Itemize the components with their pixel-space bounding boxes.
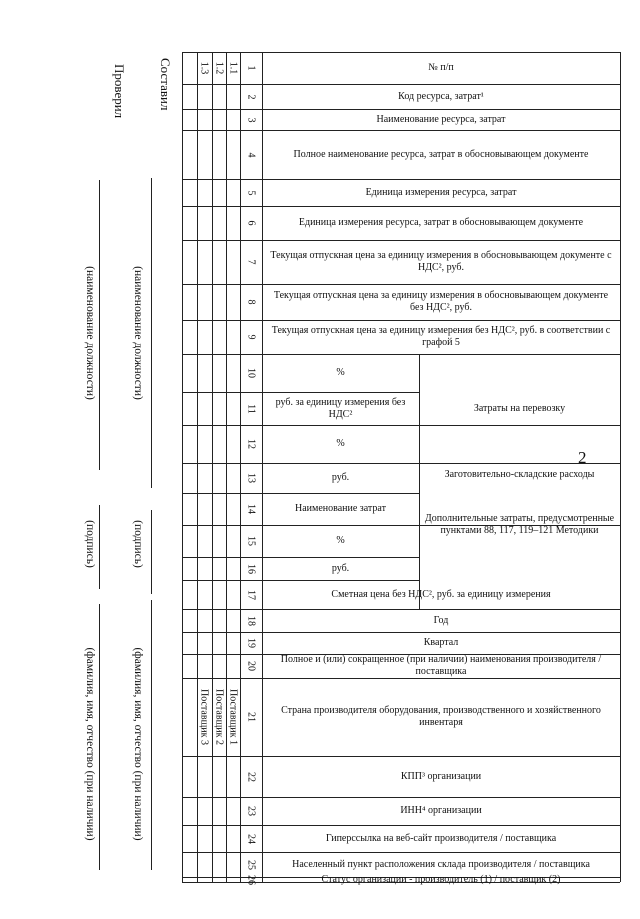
group-storage: Заготовительно-складские расходы — [444, 469, 595, 480]
table-grid-column-line — [197, 52, 198, 882]
column-header-17: Сметная цена без НДС², руб. за единицу измерения — [331, 588, 551, 600]
column-header-11: руб. за единицу измерения без НДС² — [275, 396, 406, 420]
column-header-22: КПП³ организации — [400, 770, 482, 782]
column-header-16: руб. — [331, 562, 350, 574]
checked-name-line — [99, 604, 100, 870]
checked-signature-line — [99, 505, 100, 589]
column-header-14: Наименование затрат — [295, 503, 386, 514]
table-border-right — [620, 52, 621, 882]
group-transport: Затраты на перевозку — [473, 402, 566, 414]
column-header-24: Гиперссылка на веб-сайт производителя / поставщика — [325, 832, 557, 844]
column-header-8: Текущая отпускная цена за единицу измерения в обосновывающем документе без НДС², руб. — [273, 290, 609, 313]
form-table: 1 № п/п 2 Код ресурса, затрат¹ 3 Наименование ресурса, затрат 4 Полное наименование ресурса, затрат в обосновывающем документе 5 Единица измерения ресурса, затрат 6 Единица измерения ресурса, затрат в обосновывающем документе 7 Текущая отпускная цена за единицу измерения в обосновывающем документе с НДС², руб. 8 Текущая отпускная цена за единицу измерения в обосновывающем документе без НДС², руб. 9 Текущая отпускная цена за единицу измерения без НДС², руб. в соответствии с графой 5 10 % 11 руб. за единицу измерения без НДС² 12 % 13 руб. 14 Наименование затрат 15 % 16 руб. 17 Сметная цена без НДС², руб. за единицу измерения 18 Год 19 Квартал 20 Полное и (или) сокращенное (при наличии) наименования производителя / поставщика 21 Страна производителя оборудования, производственного и хозяйственного инвентаря 22 КПП³ организации 23 ИНН⁴ организации 24 Гиперссылка на веб-сайт производителя / поставщика 25 Населенный пункт расположения склада производителя / поставщика 26 Статус организации - производитель (1) / поставщик (2) Затраты на перевозку Заготовительно-складские расходы Дополнительные затраты, предусмотренные пунктами 88, 117, 119–121 Методики 1.1 1.2 1.3 Поставщик 1 Поставщик 2 Поставщик 3 — [182, 52, 620, 882]
table-grid-column-line — [240, 52, 241, 882]
table-grid-column-line — [212, 52, 213, 882]
column-header-21: Страна производителя оборудования, производственного и хозяйственного инвентаря — [281, 705, 601, 728]
column-header-18: Год — [433, 614, 449, 626]
column-header-4: Полное наименование ресурса, затрат в обосновывающем документе — [293, 148, 589, 160]
table-grid-column-line — [226, 52, 227, 882]
compiled-signature-line — [151, 510, 152, 594]
page-number: 2 — [578, 448, 587, 467]
column-header-25: Населенный пункт расположения склада производителя / поставщика — [292, 858, 590, 870]
column-header-7: Текущая отпускная цена за единицу измерения в обосновывающем документе с НДС², руб. — [270, 250, 612, 273]
table-grid-column-line — [182, 52, 183, 882]
column-header-20: Полное и (или) сокращенное (при наличии) наименования производителя / поставщика — [280, 654, 602, 677]
column-header-5: Единица измерения ресурса, затрат — [365, 186, 517, 198]
column-header-15: % — [336, 535, 345, 546]
column-header-9: Текущая отпускная цена за единицу измерения без НДС², руб. в соответствии с графой 5 — [271, 325, 611, 348]
checked-position-line — [99, 180, 100, 470]
column-header-26: Статус организации - производитель (1) / поставщик (2) — [321, 873, 561, 885]
column-header-10: % — [336, 367, 345, 378]
compiled-position-line — [151, 178, 152, 488]
compiled-name-line — [151, 600, 152, 870]
column-header-3: Наименование ресурса, затрат — [376, 113, 506, 125]
group-additional: Дополнительные затраты, предусмотренные пунктами 88, 117, 119–121 Методики — [424, 513, 615, 536]
column-header-19: Квартал — [423, 637, 459, 648]
column-header-13: руб. — [331, 472, 350, 483]
compiled-by-label: Составил — [158, 58, 173, 111]
column-header-2: Код ресурса, затрат¹ — [398, 90, 484, 102]
checked-by-label: Проверил — [112, 64, 127, 119]
column-header-1: № п/п — [428, 62, 454, 73]
column-header-12: % — [336, 438, 345, 449]
column-header-6: Единица измерения ресурса, затрат в обосновывающем документе — [298, 217, 584, 228]
column-header-23: ИНН⁴ организации — [400, 805, 482, 816]
